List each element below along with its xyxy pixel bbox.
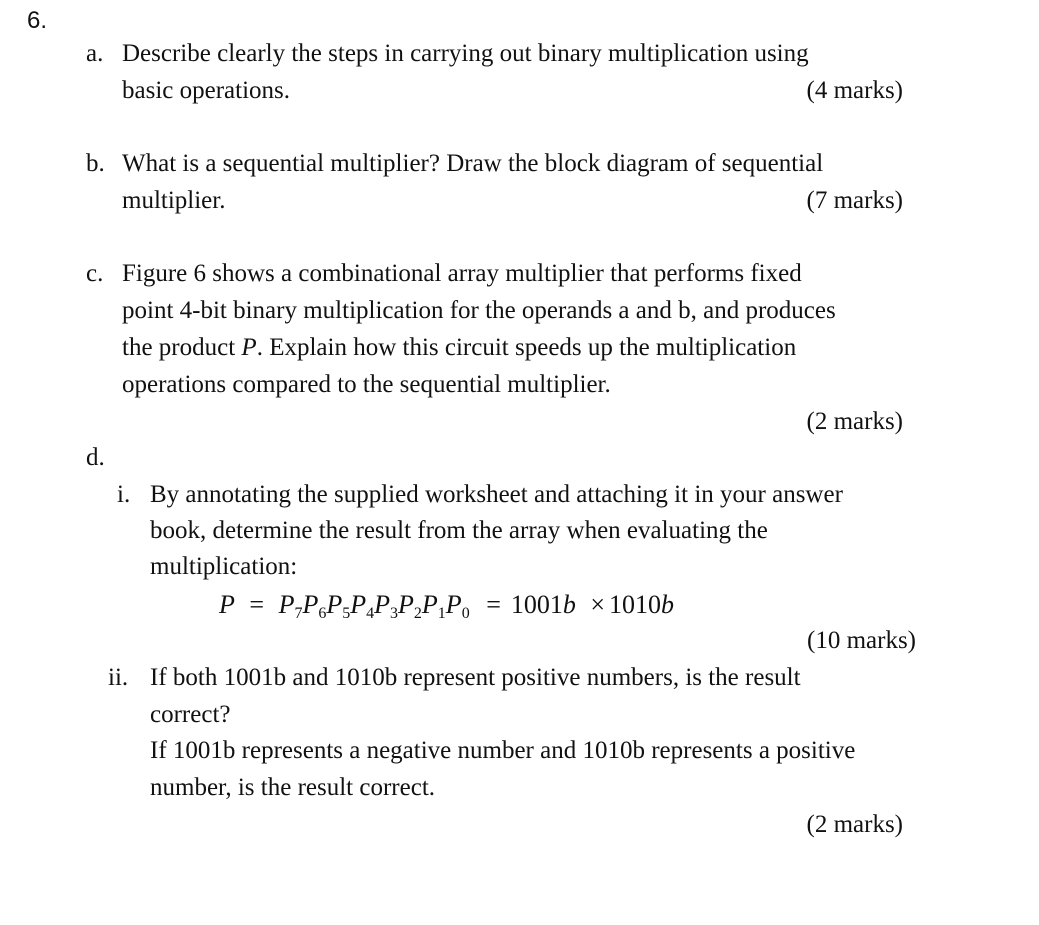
part-c-line-1: Figure 6 shows a combinational array multiplier that performs fixed	[122, 260, 802, 287]
part-c-product-variable: P	[241, 334, 257, 361]
product-bit: P	[302, 590, 319, 619]
part-c-line-3-post: . Explain how this circuit speeds up the multiplication	[256, 334, 797, 361]
part-d-ii-line-3: If 1001b represents a negative number and 1010b represents a positive	[150, 737, 856, 764]
product-bit: P	[350, 590, 367, 619]
product-bit: P	[421, 590, 438, 619]
product-bit: P	[445, 590, 462, 619]
part-d-ii-line-2: correct?	[150, 701, 231, 728]
question-number: 6.	[27, 7, 48, 34]
operand-1	[511, 590, 576, 619]
part-b-marks: (7 marks)	[806, 187, 903, 214]
product-bit-index: 6	[318, 605, 327, 622]
part-a-marks: (4 marks)	[806, 77, 903, 104]
product-bit: P	[278, 590, 295, 619]
part-a-label: a.	[86, 40, 104, 67]
part-d-ii-label: ii.	[108, 664, 129, 691]
operand-2	[609, 590, 674, 619]
operand-2-suffix: b	[661, 590, 675, 619]
part-b-label: b.	[86, 150, 105, 177]
part-d-i-line-1: By annotating the supplied worksheet and attaching it in your answer	[150, 481, 843, 508]
product-bit: P	[326, 590, 343, 619]
part-d-ii-marks: (2 marks)	[806, 811, 903, 838]
part-d-i-line-2: book, determine the result from the array when evaluating the	[150, 517, 768, 544]
product-bit-index: 0	[461, 605, 470, 622]
times-sign: ×	[590, 590, 606, 619]
part-d-ii-line-4: number, is the result correct.	[150, 774, 436, 801]
part-c-line-4: operations compared to the sequential multiplier.	[122, 371, 611, 398]
part-c-label: c.	[86, 260, 104, 287]
part-c-line-3-pre: the product	[122, 334, 242, 361]
product-bit: P	[374, 590, 391, 619]
equation-equals-1: =	[249, 590, 265, 619]
equation-lhs: P	[219, 590, 235, 619]
operand-2-digits: 1010	[609, 590, 662, 619]
part-d-ii-line-1: If both 1001b and 1010b represent positive numbers, is the result	[150, 664, 801, 691]
product-bit-index: 1	[437, 605, 446, 622]
product-bit: P	[398, 590, 414, 619]
operand-1-suffix: b	[562, 590, 576, 619]
part-c-line-2: point 4-bit binary multiplication for the operands a and b, and produces	[122, 297, 836, 324]
product-bits	[278, 590, 470, 622]
multiplication-equation	[219, 586, 674, 623]
part-a-line-2: basic operations.	[122, 77, 291, 104]
part-d-i-marks: (10 marks)	[807, 627, 916, 654]
product-bit-index: 7	[294, 605, 303, 622]
product-bit-index: 3	[390, 605, 399, 622]
part-b-line-2: multiplier.	[122, 187, 226, 214]
product-bit-index: 4	[366, 605, 375, 622]
part-d-label: d.	[86, 444, 105, 471]
equation-equals-2: =	[486, 590, 501, 619]
part-c-marks: (2 marks)	[806, 408, 903, 435]
part-c-line-3	[122, 329, 796, 366]
part-a-line-1: Describe clearly the steps in carrying out binary multiplication using	[122, 40, 809, 67]
part-d-i-line-3: multiplication:	[150, 553, 298, 580]
product-bit-index: 2	[413, 605, 422, 622]
product-bit-index: 5	[342, 605, 351, 622]
part-d-i-label: i.	[117, 481, 131, 508]
operand-1-digits: 1001	[510, 590, 563, 619]
part-b-line-1: What is a sequential multiplier? Draw the block diagram of sequential	[122, 150, 824, 177]
